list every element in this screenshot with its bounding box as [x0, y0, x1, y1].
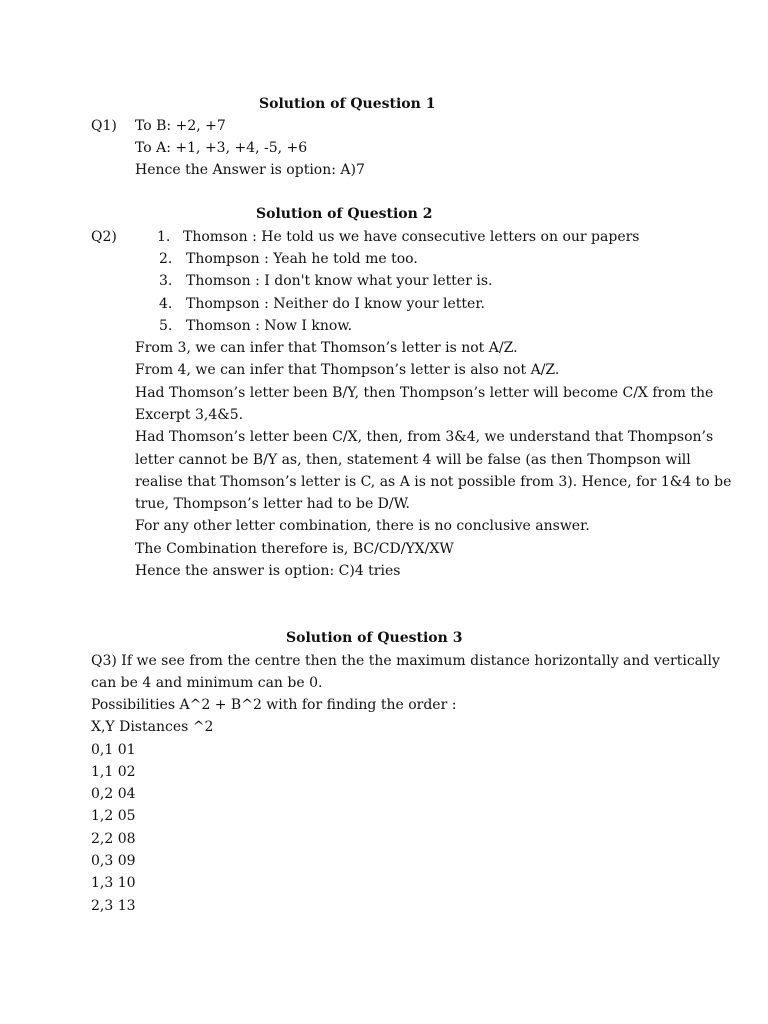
q3-table-header: X,Y Distances ^2 [91, 719, 214, 735]
q2-line-4: Excerpt 3,4&5. [135, 407, 244, 423]
list-item-text: Thompson : Yeah he told me too. [186, 251, 418, 267]
list-item-number: 1. [157, 229, 171, 245]
q2-line-11: Hence the answer is option: C)4 tries [135, 563, 401, 579]
q3-table-row: 2,2 08 [91, 831, 136, 847]
q3-table-row: 1,2 05 [91, 808, 136, 824]
q2-line-9: For any other letter combination, there is no conclusive answer. [135, 518, 590, 534]
list-item-text: Thomson : I don't know what your letter is. [186, 273, 493, 289]
question-label-q1: Q1) [91, 118, 117, 134]
list-item-number: 4. [159, 296, 173, 312]
list-item-number: 5. [159, 318, 173, 334]
section-heading-q2: Solution of Question 2 [256, 206, 433, 222]
q3-table-row: 0,1 01 [91, 742, 136, 758]
list-item-number: 3. [159, 273, 173, 289]
q3-line-3: Possibilities A^2 + B^2 with for finding the order : [91, 697, 457, 713]
q1-line-3: Hence the Answer is option: A)7 [135, 162, 365, 178]
q3-line-2: can be 4 and minimum can be 0. [91, 675, 323, 691]
q1-line-1: To B: +2, +7 [135, 118, 226, 134]
q2-line-1: From 3, we can infer that Thomson’s letter is not A/Z. [135, 340, 518, 356]
q3-table-row: 0,3 09 [91, 853, 136, 869]
q2-line-8: true, Thompson’s letter had to be D/W. [135, 496, 411, 512]
q3-table-row: 0,2 04 [91, 786, 136, 802]
q2-line-10: The Combination therefore is, BC/CD/YX/XW [135, 541, 454, 557]
q2-line-5: Had Thomson’s letter been C/X, then, from 3&4, we understand that Thompson’s [135, 429, 714, 445]
section-heading-q3: Solution of Question 3 [286, 630, 463, 646]
q3-table-row: 2,3 13 [91, 898, 136, 914]
q3-table-row: 1,1 02 [91, 764, 136, 780]
q2-line-3: Had Thomson’s letter been B/Y, then Thompson’s letter will become C/X from the [135, 385, 714, 401]
list-item-text: Thompson : Neither do I know your letter. [186, 296, 485, 312]
q2-line-6: letter cannot be B/Y as, then, statement 4 will be false (as then Thompson will [135, 452, 691, 468]
q1-line-2: To A: +1, +3, +4, -5, +6 [135, 140, 308, 156]
question-label-q2: Q2) [91, 229, 117, 245]
section-heading-q1: Solution of Question 1 [259, 96, 436, 112]
q2-line-2: From 4, we can infer that Thompson’s letter is also not A/Z. [135, 362, 560, 378]
q2-line-7: realise that Thomson’s letter is C, as A is not possible from 3). Hence, for 1&4 to be [135, 474, 732, 490]
list-item-number: 2. [159, 251, 173, 267]
list-item-text: Thomson : He told us we have consecutive letters on our papers [183, 229, 640, 245]
q3-line-1: Q3) If we see from the centre then the the maximum distance horizontally and vertically [91, 653, 720, 669]
q3-table-row: 1,3 10 [91, 875, 136, 891]
list-item-text: Thomson : Now I know. [186, 318, 353, 334]
